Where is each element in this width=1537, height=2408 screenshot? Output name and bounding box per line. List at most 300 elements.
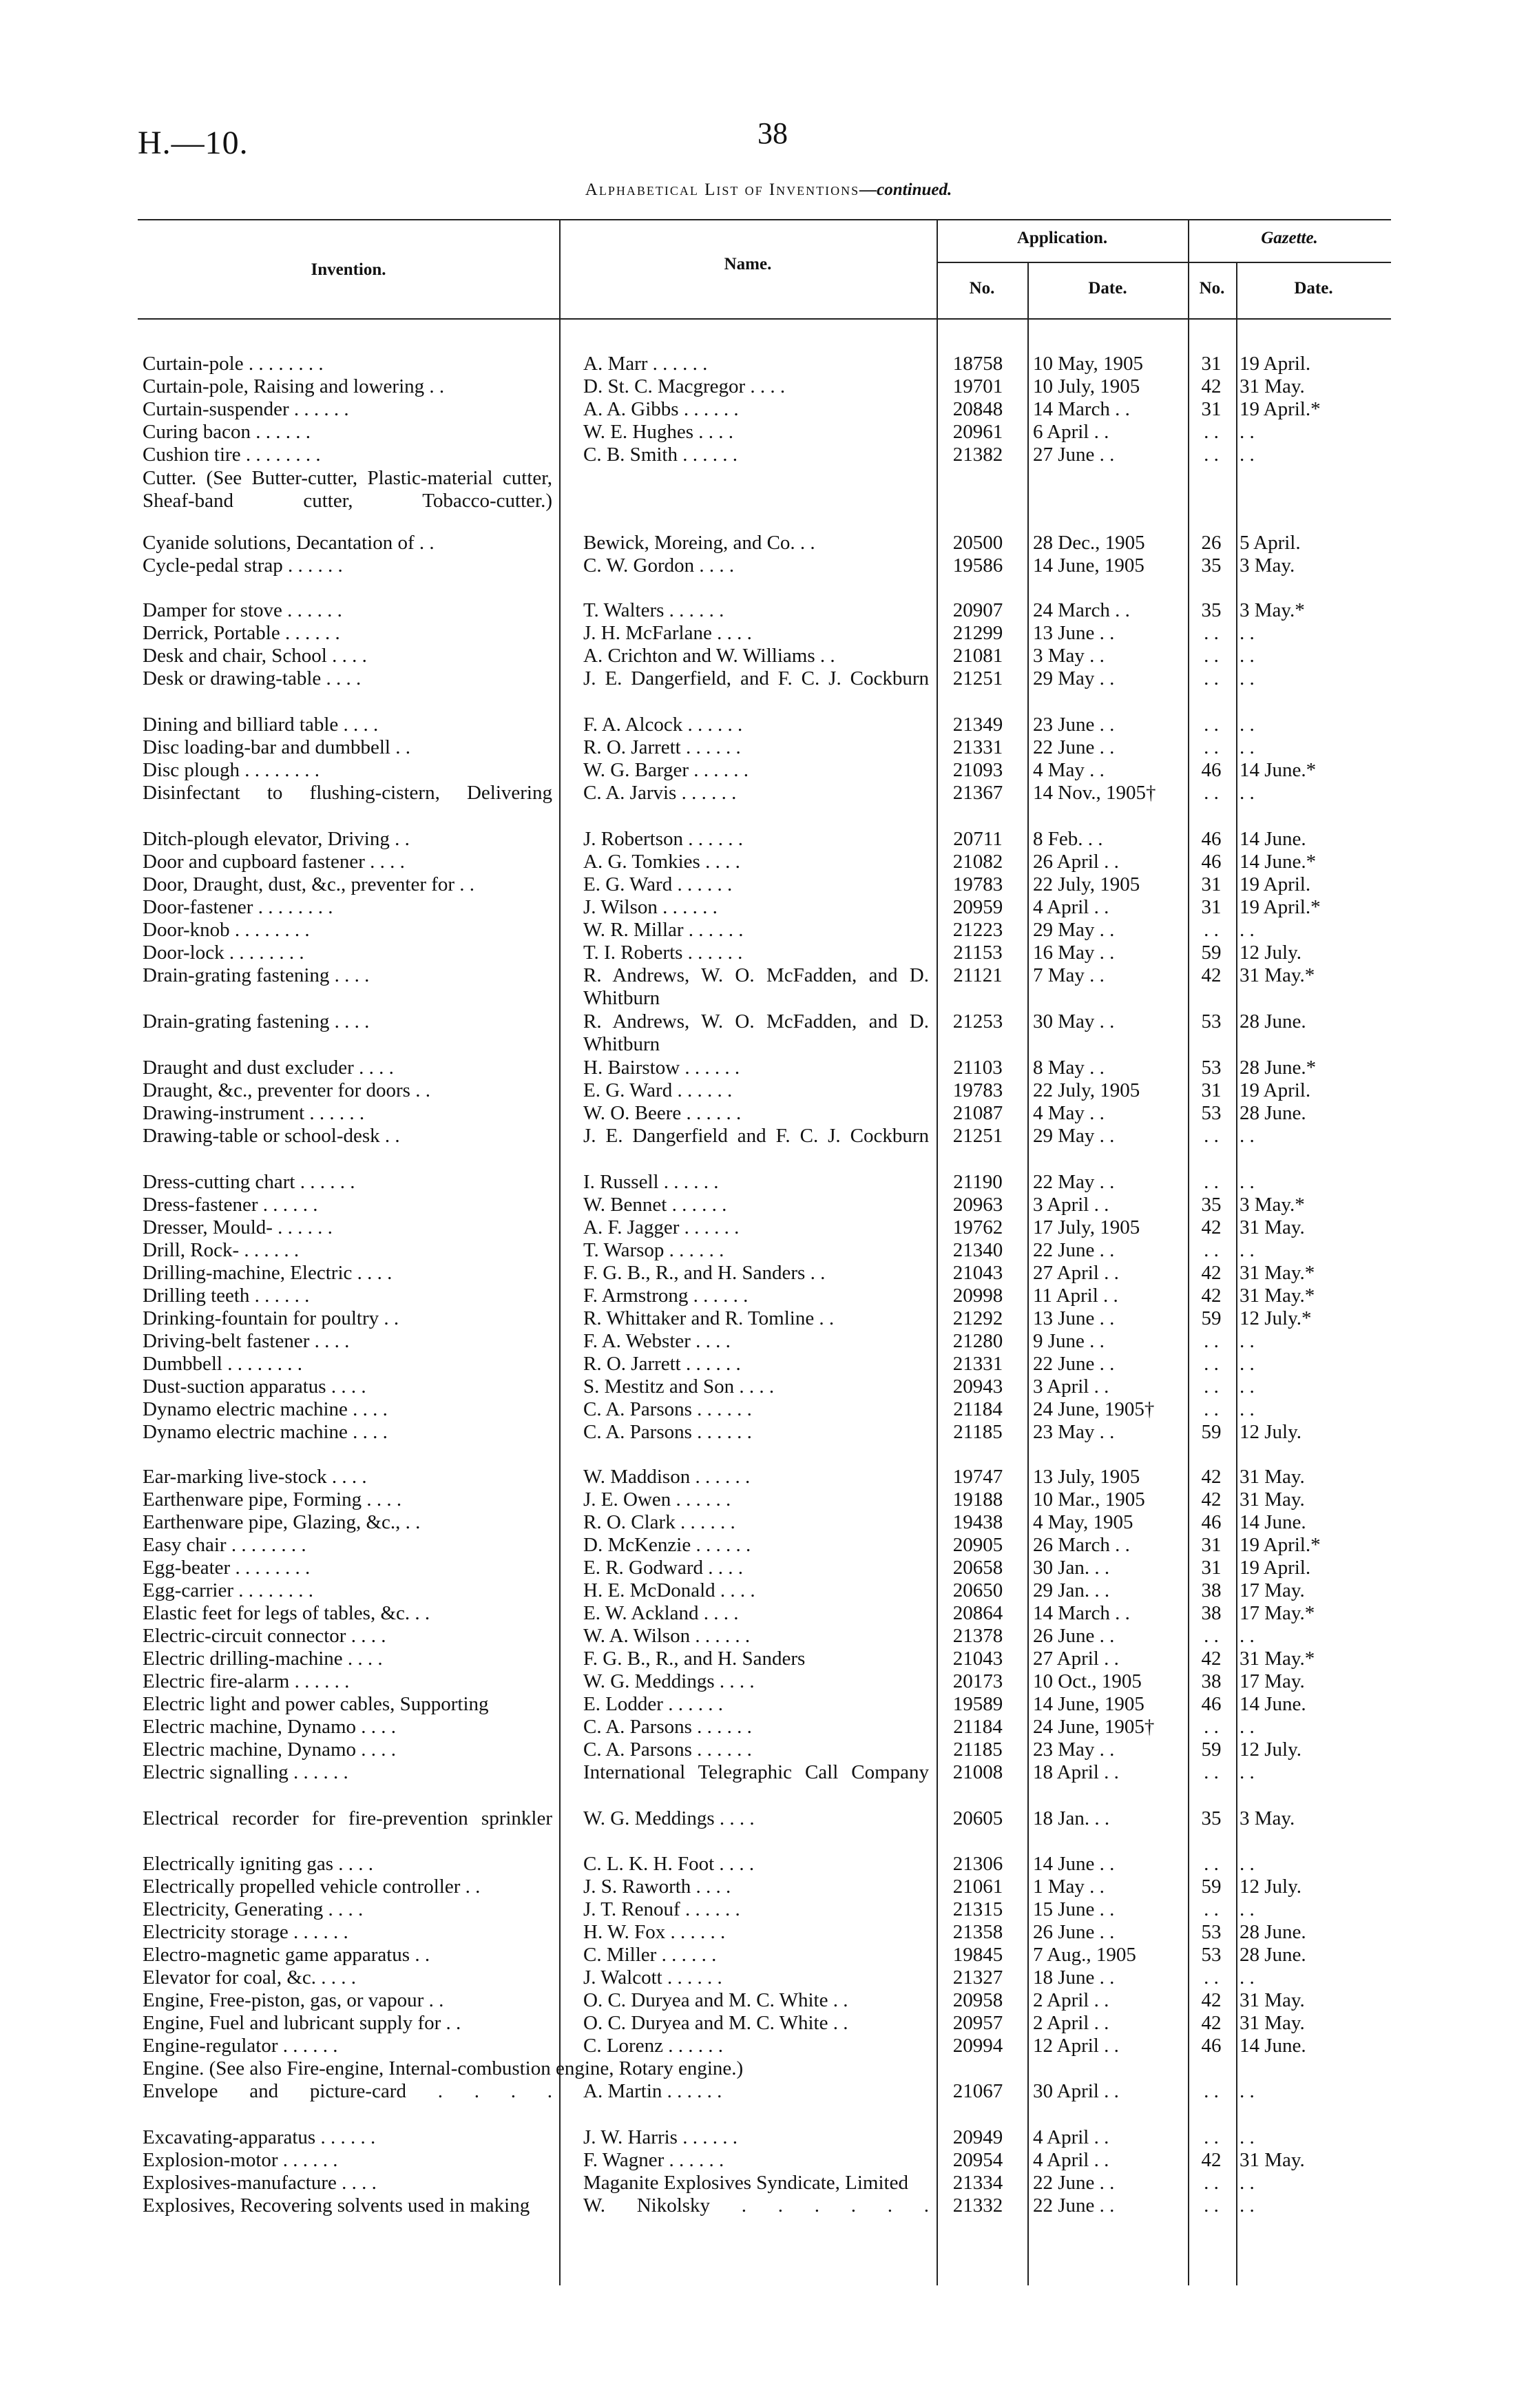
gazette-number-cell: . . — [1204, 667, 1219, 689]
gazette-date-cell: 14 June. — [1240, 2035, 1306, 2057]
gazette-date-cell: 31 May.* — [1240, 1285, 1315, 1307]
application-number-cell: 21184 — [953, 1716, 1003, 1738]
name-cell: C. Miller . . . . . . — [583, 1944, 717, 1966]
application-date-cell: 2 April . . — [1033, 2012, 1109, 2034]
gazette-date-cell: . . — [1240, 2080, 1255, 2102]
gazette-number-cell: 31 — [1201, 873, 1222, 895]
application-date-cell: 17 July, 1905 — [1033, 1216, 1140, 1238]
gazette-date-cell: 28 June. — [1240, 1102, 1306, 1124]
name-cell: H. Bairstow . . . . . . — [583, 1057, 740, 1079]
application-date-cell: 28 Dec., 1905 — [1033, 532, 1145, 554]
gazette-number-cell: . . — [1204, 2172, 1219, 2194]
gazette-number-cell: 46 — [1201, 851, 1222, 873]
gazette-date-cell: . . — [1240, 622, 1255, 644]
gazette-number-cell: 31 — [1201, 1079, 1222, 1101]
gazette-number-cell: . . — [1204, 2080, 1219, 2102]
name-cell: S. Mestitz and Son . . . . — [583, 1376, 775, 1398]
application-number-cell: 20864 — [952, 1602, 1003, 1624]
gazette-number-cell: . . — [1204, 1353, 1219, 1375]
application-date-cell: 22 June . . — [1033, 736, 1115, 758]
application-number-cell: 21184 — [953, 1398, 1003, 1420]
invention-cell: Disc plough . . . . . . . . — [143, 759, 320, 781]
name-cell: J. W. Harris . . . . . . — [583, 2126, 738, 2148]
application-number-cell: 21043 — [952, 1262, 1003, 1284]
invention-cell: Explosives-manufacture . . . . — [143, 2172, 377, 2194]
gazette-number-cell: . . — [1204, 421, 1219, 443]
gazette-date-cell: 31 May.* — [1240, 1648, 1315, 1670]
invention-cell: Cycle-pedal strap . . . . . . — [143, 554, 343, 577]
application-date-cell: 8 May . . — [1033, 1057, 1105, 1079]
gazette-number-cell: . . — [1204, 1239, 1219, 1261]
application-date-cell: 27 April . . — [1033, 1648, 1119, 1670]
gazette-date-cell: . . — [1240, 444, 1255, 466]
gazette-date-cell: . . — [1240, 2194, 1255, 2217]
name-cell: W. Maddison . . . . . . — [583, 1466, 751, 1488]
gazette-date-cell: 31 May. — [1240, 375, 1305, 397]
gazette-date-cell: . . — [1240, 645, 1255, 667]
application-number-cell: 21185 — [953, 1738, 1003, 1761]
application-date-cell: 22 June . . — [1033, 2172, 1115, 2194]
application-date-cell: 26 June . . — [1033, 1921, 1115, 1943]
gazette-number-cell: . . — [1204, 1376, 1219, 1398]
application-number-cell: 21153 — [953, 942, 1003, 964]
application-date-cell: 22 June . . — [1033, 2194, 1115, 2217]
gazette-date-cell: 14 June.* — [1240, 851, 1317, 873]
gazette-date-cell: . . — [1240, 1376, 1255, 1398]
name-cell: O. C. Duryea and M. C. White . . — [583, 1989, 848, 2011]
invention-cell: Egg-carrier . . . . . . . . — [143, 1579, 314, 1601]
application-date-cell: 22 June . . — [1033, 1239, 1115, 1261]
gazette-number-cell: 26 — [1201, 532, 1222, 554]
gazette-date-cell: 3 May. — [1240, 1807, 1295, 1829]
gazette-date-cell: . . — [1240, 1853, 1255, 1875]
name-cell: T. Warsop . . . . . . — [583, 1239, 724, 1261]
gazette-number-cell: 46 — [1201, 2035, 1222, 2057]
application-date-cell: 13 July, 1905 — [1033, 1466, 1140, 1488]
application-date-cell: 23 May . . — [1033, 1738, 1115, 1761]
application-number-cell: 19845 — [952, 1944, 1003, 1966]
application-number-cell: 20998 — [952, 1285, 1003, 1307]
application-number-cell: 21087 — [952, 1102, 1003, 1124]
gazette-date-cell: . . — [1240, 2126, 1255, 2148]
gazette-number-cell: 42 — [1201, 964, 1222, 986]
gazette-date-cell: . . — [1240, 1898, 1255, 1920]
invention-cell: Derrick, Portable . . . . . . — [143, 622, 340, 644]
application-number-cell: 21367 — [952, 782, 1003, 804]
invention-cell: Drawing-instrument . . . . . . — [143, 1102, 365, 1124]
invention-cell: Draught, &c., preventer for doors . . — [143, 1079, 430, 1101]
gazette-date-cell: 31 May. — [1240, 2149, 1305, 2171]
gazette-number-cell: 42 — [1201, 1466, 1222, 1488]
column-header-gaz-date: Date. — [1294, 279, 1333, 298]
invention-cell: Cutter. (See Butter-cutter, Plastic-material cutter, Sheaf-band cutter, Tobacco-cutter.) — [143, 467, 552, 512]
application-date-cell: 14 June . . — [1033, 1853, 1115, 1875]
gazette-number-cell: 38 — [1201, 1602, 1222, 1624]
name-cell: E. R. Godward . . . . — [583, 1557, 743, 1579]
application-number-cell: 19589 — [952, 1693, 1003, 1715]
invention-cell: Electrically propelled vehicle controller . . — [143, 1876, 481, 1898]
application-number-cell: 20994 — [952, 2035, 1003, 2057]
invention-cell: Elastic feet for legs of tables, &c. . . — [143, 1602, 430, 1624]
application-number-cell: 19747 — [952, 1466, 1003, 1488]
name-cell: R. Andrews, W. O. McFadden, and D. Whitburn — [583, 1010, 929, 1055]
application-date-cell: 30 April . . — [1033, 2080, 1119, 2102]
application-date-cell: 23 May . . — [1033, 1421, 1115, 1443]
application-date-cell: 4 April . . — [1033, 2126, 1109, 2148]
name-cell: W. G. Barger . . . . . . — [583, 759, 749, 781]
invention-cell: Engine. (See also Fire-engine, Internal-combustion engine, Rotary engine.) — [143, 2057, 744, 2079]
application-date-cell: 14 March . . — [1033, 398, 1130, 420]
gazette-date-cell: 19 April. — [1240, 873, 1311, 895]
gazette-date-cell: . . — [1240, 1966, 1255, 1989]
gazette-date-cell: . . — [1240, 1761, 1255, 1783]
application-number-cell: 21349 — [952, 714, 1003, 736]
gazette-date-cell: 31 May. — [1240, 1488, 1305, 1511]
gazette-number-cell: . . — [1204, 1398, 1219, 1420]
application-number-cell: 21061 — [952, 1876, 1003, 1898]
application-date-cell: 23 June . . — [1033, 714, 1115, 736]
application-date-cell: 24 June, 1905† — [1033, 1716, 1155, 1738]
gazette-date-cell: 14 June. — [1240, 828, 1306, 850]
application-number-cell: 21306 — [952, 1853, 1003, 1875]
name-cell: W. R. Millar . . . . . . — [583, 919, 744, 941]
name-cell: W. Bennet . . . . . . — [583, 1194, 727, 1216]
gazette-date-cell: 31 May. — [1240, 1466, 1305, 1488]
name-cell: J. E. Owen . . . . . . — [583, 1488, 731, 1511]
gazette-number-cell: 42 — [1201, 375, 1222, 397]
table-title-main: Alphabetical List of Inventions — [585, 180, 860, 199]
application-number-cell: 21190 — [953, 1171, 1003, 1193]
column-header-app-date: Date. — [1088, 279, 1127, 298]
invention-cell: Drill, Rock- . . . . . . — [143, 1239, 300, 1261]
application-number-cell: 20907 — [952, 599, 1003, 621]
application-number-cell: 21332 — [952, 2194, 1003, 2217]
application-date-cell: 22 July, 1905 — [1033, 873, 1140, 895]
application-date-cell: 4 April . . — [1033, 896, 1109, 918]
invention-cell: Egg-beater . . . . . . . . — [143, 1557, 311, 1579]
invention-cell: Curing bacon . . . . . . — [143, 421, 311, 443]
gazette-date-cell: 19 April.* — [1240, 1534, 1321, 1556]
gazette-date-cell: 31 May. — [1240, 2012, 1305, 2034]
name-cell: A. Crichton and W. Williams . . — [583, 645, 835, 667]
name-cell: R. O. Jarrett . . . . . . — [583, 736, 741, 758]
invention-cell: Door-knob . . . . . . . . — [143, 919, 310, 941]
gazette-number-cell: 53 — [1201, 1944, 1222, 1966]
application-number-cell: 20943 — [952, 1376, 1003, 1398]
gazette-date-cell: 5 April. — [1240, 532, 1301, 554]
application-date-cell: 22 June . . — [1033, 1353, 1115, 1375]
name-cell: W. O. Beere . . . . . . — [583, 1102, 742, 1124]
gazette-number-cell: . . — [1204, 714, 1219, 736]
name-cell: F. A. Alcock . . . . . . — [583, 714, 743, 736]
name-cell: C. A. Parsons . . . . . . — [583, 1738, 752, 1761]
invention-cell: Drain-grating fastening . . . . — [143, 964, 370, 986]
invention-cell: Engine, Free-piston, gas, or vapour . . — [143, 1989, 444, 2011]
gazette-date-cell: 14 June.* — [1240, 759, 1317, 781]
application-number-cell: 19762 — [952, 1216, 1003, 1238]
application-number-cell: 21299 — [952, 622, 1003, 644]
invention-cell: Ear-marking live-stock . . . . — [143, 1466, 367, 1488]
gazette-date-cell: 17 May. — [1240, 1670, 1305, 1692]
gazette-number-cell: . . — [1204, 444, 1219, 466]
gazette-date-cell: 19 April.* — [1240, 896, 1321, 918]
application-date-cell: 4 May . . — [1033, 759, 1105, 781]
invention-cell: Electricity, Generating . . . . — [143, 1898, 364, 1920]
gazette-number-cell: . . — [1204, 1330, 1219, 1352]
invention-cell: Door, Draught, dust, &c., preventer for . . — [143, 873, 475, 895]
name-cell: Bewick, Moreing, and Co. . . — [583, 532, 815, 554]
application-date-cell: 8 Feb. . . — [1033, 828, 1103, 850]
application-date-cell: 14 Nov., 1905† — [1033, 782, 1156, 804]
page-number: 38 — [757, 116, 788, 150]
application-date-cell: 4 May . . — [1033, 1102, 1105, 1124]
gazette-date-cell: 12 July. — [1240, 1876, 1301, 1898]
invention-cell: Dress-cutting chart . . . . . . — [143, 1171, 355, 1193]
application-number-cell: 21358 — [952, 1921, 1003, 1943]
application-number-cell: 20605 — [952, 1807, 1003, 1829]
application-date-cell: 9 June . . — [1033, 1330, 1105, 1352]
name-cell: J. Wilson . . . . . . — [583, 896, 718, 918]
invention-cell: Drilling-machine, Electric . . . . — [143, 1262, 393, 1284]
application-number-cell: 21121 — [953, 964, 1003, 986]
invention-cell: Door-fastener . . . . . . . . — [143, 896, 333, 918]
application-number-cell: 19586 — [952, 554, 1003, 577]
gazette-number-cell: . . — [1204, 1125, 1219, 1147]
name-cell: H. W. Fox . . . . . . — [583, 1921, 726, 1943]
application-number-cell: 19783 — [952, 873, 1003, 895]
name-cell: H. E. McDonald . . . . — [583, 1579, 755, 1601]
gazette-date-cell: . . — [1240, 421, 1255, 443]
application-number-cell: 20958 — [952, 1989, 1003, 2011]
gazette-date-cell: 12 July. — [1240, 1738, 1301, 1761]
gazette-number-cell: . . — [1204, 1853, 1219, 1875]
gazette-number-cell: 42 — [1201, 1262, 1222, 1284]
gazette-number-cell: 42 — [1201, 2149, 1222, 2171]
gazette-date-cell: . . — [1240, 714, 1255, 736]
invention-cell: Dumbbell . . . . . . . . — [143, 1353, 302, 1375]
application-date-cell: 1 May . . — [1033, 1876, 1105, 1898]
application-date-cell: 24 March . . — [1033, 599, 1130, 621]
gazette-date-cell: 3 May.* — [1240, 599, 1305, 621]
invention-cell: Door and cupboard fastener . . . . — [143, 851, 405, 873]
gazette-number-cell: 53 — [1201, 1057, 1222, 1079]
gazette-number-cell: 46 — [1201, 828, 1222, 850]
application-date-cell: 14 March . . — [1033, 1602, 1130, 1624]
gazette-date-cell: 28 June. — [1240, 1921, 1306, 1943]
application-date-cell: 7 Aug., 1905 — [1033, 1944, 1136, 1966]
invention-cell: Draught and dust excluder . . . . — [143, 1057, 394, 1079]
name-cell: W. Nikolsky . . . . . . — [583, 2194, 929, 2217]
gazette-number-cell: . . — [1204, 1716, 1219, 1738]
invention-cell: Elevator for coal, &c. . . . . — [143, 1966, 357, 1989]
application-date-cell: 29 May . . — [1033, 667, 1115, 689]
gazette-number-cell: 31 — [1201, 353, 1222, 375]
gazette-number-cell: 31 — [1201, 398, 1222, 420]
name-cell: I. Russell . . . . . . — [583, 1171, 719, 1193]
application-number-cell: 20905 — [952, 1534, 1003, 1556]
column-header-gaz-no: No. — [1199, 279, 1225, 298]
invention-cell: Electrical recorder for fire-prevention sprinkler — [143, 1807, 552, 1829]
gazette-date-cell: 12 July. — [1240, 1421, 1301, 1443]
gazette-number-cell: 53 — [1201, 1010, 1222, 1032]
application-date-cell: 29 May . . — [1033, 1125, 1115, 1147]
invention-cell: Envelope and picture-card . . . . — [143, 2080, 552, 2102]
application-number-cell: 20954 — [952, 2149, 1003, 2171]
gazette-date-cell: 14 June. — [1240, 1693, 1306, 1715]
application-date-cell: 29 May . . — [1033, 919, 1115, 941]
invention-cell: Drilling teeth . . . . . . — [143, 1285, 310, 1307]
invention-cell: Earthenware pipe, Glazing, &c., . . — [143, 1511, 421, 1533]
application-number-cell: 21251 — [952, 667, 1003, 689]
invention-cell: Curtain-pole . . . . . . . . — [143, 353, 324, 375]
application-number-cell: 19783 — [952, 1079, 1003, 1101]
name-cell: J. E. Dangerfield and F. C. J. Cockburn — [583, 1125, 929, 1147]
application-date-cell: 10 July, 1905 — [1033, 375, 1140, 397]
invention-cell: Drain-grating fastening . . . . — [143, 1010, 370, 1032]
gazette-date-cell: 3 May. — [1240, 554, 1295, 577]
application-number-cell: 21280 — [952, 1330, 1003, 1352]
application-date-cell: 30 Jan. . . — [1033, 1557, 1110, 1579]
name-cell: F. Armstrong . . . . . . — [583, 1285, 749, 1307]
gazette-number-cell: . . — [1204, 1625, 1219, 1647]
gazette-number-cell: 42 — [1201, 1285, 1222, 1307]
invention-cell: Cushion tire . . . . . . . . — [143, 444, 321, 466]
name-cell: R. O. Jarrett . . . . . . — [583, 1353, 741, 1375]
gazette-number-cell: 35 — [1201, 1807, 1222, 1829]
invention-cell: Door-lock . . . . . . . . — [143, 942, 304, 964]
application-date-cell: 10 Mar., 1905 — [1033, 1488, 1145, 1511]
gazette-date-cell: 31 May. — [1240, 1989, 1305, 2011]
name-cell: J. Walcott . . . . . . — [583, 1966, 722, 1989]
gazette-date-cell: . . — [1240, 919, 1255, 941]
name-cell: F. Wagner . . . . . . — [583, 2149, 724, 2171]
invention-cell: Excavating-apparatus . . . . . . — [143, 2126, 376, 2148]
name-cell: R. Andrews, W. O. McFadden, and D. Whitburn — [583, 964, 929, 1009]
gazette-date-cell: 31 May.* — [1240, 1262, 1315, 1284]
application-number-cell: 20957 — [952, 2012, 1003, 2034]
application-number-cell: 20961 — [952, 421, 1003, 443]
gazette-number-cell: 53 — [1201, 1102, 1222, 1124]
gazette-date-cell: 19 April. — [1240, 1557, 1311, 1579]
application-number-cell: 21327 — [952, 1966, 1003, 1989]
application-date-cell: 7 May . . — [1033, 964, 1105, 986]
gazette-date-cell: 14 June. — [1240, 1511, 1306, 1533]
name-cell: A. Martin . . . . . . — [583, 2080, 722, 2102]
name-cell: J. H. McFarlane . . . . — [583, 622, 752, 644]
gazette-number-cell: . . — [1204, 919, 1219, 941]
application-date-cell: 27 April . . — [1033, 1262, 1119, 1284]
name-cell: R. O. Clark . . . . . . — [583, 1511, 735, 1533]
gazette-number-cell: 59 — [1201, 1421, 1222, 1443]
gazette-number-cell: . . — [1204, 2194, 1219, 2217]
gazette-number-cell: 59 — [1201, 942, 1222, 964]
gazette-number-cell: 46 — [1201, 759, 1222, 781]
name-cell: Maganite Explosives Syndicate, Limited — [583, 2172, 908, 2194]
application-date-cell: 30 May . . — [1033, 1010, 1115, 1032]
gazette-number-cell: . . — [1204, 1171, 1219, 1193]
name-cell: T. I. Roberts . . . . . . — [583, 942, 743, 964]
gazette-date-cell: . . — [1240, 1625, 1255, 1647]
name-cell: A. Marr . . . . . . — [583, 353, 708, 375]
application-number-cell: 18758 — [952, 353, 1003, 375]
application-number-cell: 20173 — [952, 1670, 1003, 1692]
name-cell: J. S. Raworth . . . . — [583, 1876, 731, 1898]
gazette-date-cell: 17 May. — [1240, 1579, 1305, 1601]
name-cell: W. E. Hughes . . . . — [583, 421, 734, 443]
gazette-number-cell: 35 — [1201, 554, 1222, 577]
gazette-number-cell: 31 — [1201, 1534, 1222, 1556]
gazette-date-cell: . . — [1240, 667, 1255, 689]
application-number-cell: 21292 — [952, 1307, 1003, 1329]
name-cell: C. B. Smith . . . . . . — [583, 444, 738, 466]
application-number-cell: 21093 — [952, 759, 1003, 781]
gazette-number-cell: 42 — [1201, 1989, 1222, 2011]
gazette-number-cell: 31 — [1201, 1557, 1222, 1579]
application-date-cell: 26 April . . — [1033, 851, 1119, 873]
name-cell: D. St. C. Macgregor . . . . — [583, 375, 786, 397]
name-cell: J. E. Dangerfield, and F. C. J. Cockburn — [583, 667, 929, 689]
application-date-cell: 22 July, 1905 — [1033, 1079, 1140, 1101]
application-number-cell: 21067 — [952, 2080, 1003, 2102]
application-date-cell: 3 April . . — [1033, 1194, 1109, 1216]
application-number-cell: 21378 — [952, 1625, 1003, 1647]
gazette-date-cell: . . — [1240, 1125, 1255, 1147]
gazette-number-cell: . . — [1204, 1898, 1219, 1920]
invention-cell: Dining and billiard table . . . . — [143, 714, 379, 736]
gazette-number-cell: 38 — [1201, 1670, 1222, 1692]
invention-cell: Explosives, Recovering solvents used in making — [143, 2194, 530, 2217]
gazette-date-cell: . . — [1240, 1330, 1255, 1352]
table-title-continued: —continued. — [859, 180, 952, 199]
document-reference: H.—10. — [138, 125, 249, 161]
invention-cell: Electric drilling-machine . . . . — [143, 1648, 383, 1670]
invention-cell: Engine-regulator . . . . . . — [143, 2035, 338, 2057]
application-date-cell: 11 April . . — [1033, 1285, 1118, 1307]
gazette-number-cell: . . — [1204, 622, 1219, 644]
gazette-number-cell: . . — [1204, 1761, 1219, 1783]
application-number-cell: 21253 — [952, 1010, 1003, 1032]
gazette-number-cell: 59 — [1201, 1307, 1222, 1329]
invention-cell: Drawing-table or school-desk . . — [143, 1125, 400, 1147]
application-date-cell: 18 June . . — [1033, 1966, 1115, 1989]
application-number-cell: 20650 — [952, 1579, 1003, 1601]
gazette-number-cell: 59 — [1201, 1876, 1222, 1898]
invention-cell: Easy chair . . . . . . . . — [143, 1534, 306, 1556]
application-number-cell: 21340 — [952, 1239, 1003, 1261]
name-cell: E. W. Ackland . . . . — [583, 1602, 739, 1624]
name-cell: E. G. Ward . . . . . . — [583, 873, 733, 895]
gazette-number-cell: 38 — [1201, 1579, 1222, 1601]
name-cell: C. L. K. H. Foot . . . . — [583, 1853, 755, 1875]
application-date-cell: 3 May . . — [1033, 645, 1105, 667]
gazette-date-cell: 12 July.* — [1240, 1307, 1312, 1329]
gazette-number-cell: 53 — [1201, 1921, 1222, 1943]
name-cell: W. A. Wilson . . . . . . — [583, 1625, 751, 1647]
application-date-cell: 24 June, 1905† — [1033, 1398, 1155, 1420]
application-number-cell: 20711 — [953, 828, 1003, 850]
application-number-cell: 21008 — [952, 1761, 1003, 1783]
invention-cell: Dress-fastener . . . . . . — [143, 1194, 318, 1216]
application-number-cell: 21331 — [952, 1353, 1003, 1375]
application-number-cell: 19701 — [952, 375, 1003, 397]
application-date-cell: 4 April . . — [1033, 2149, 1109, 2171]
invention-cell: Dynamo electric machine . . . . — [143, 1421, 388, 1443]
name-cell: A. G. Tomkies . . . . — [583, 851, 740, 873]
gazette-date-cell: 31 May.* — [1240, 964, 1315, 986]
gazette-date-cell: . . — [1240, 1171, 1255, 1193]
gazette-date-cell: . . — [1240, 1239, 1255, 1261]
gazette-number-cell: 46 — [1201, 1511, 1222, 1533]
